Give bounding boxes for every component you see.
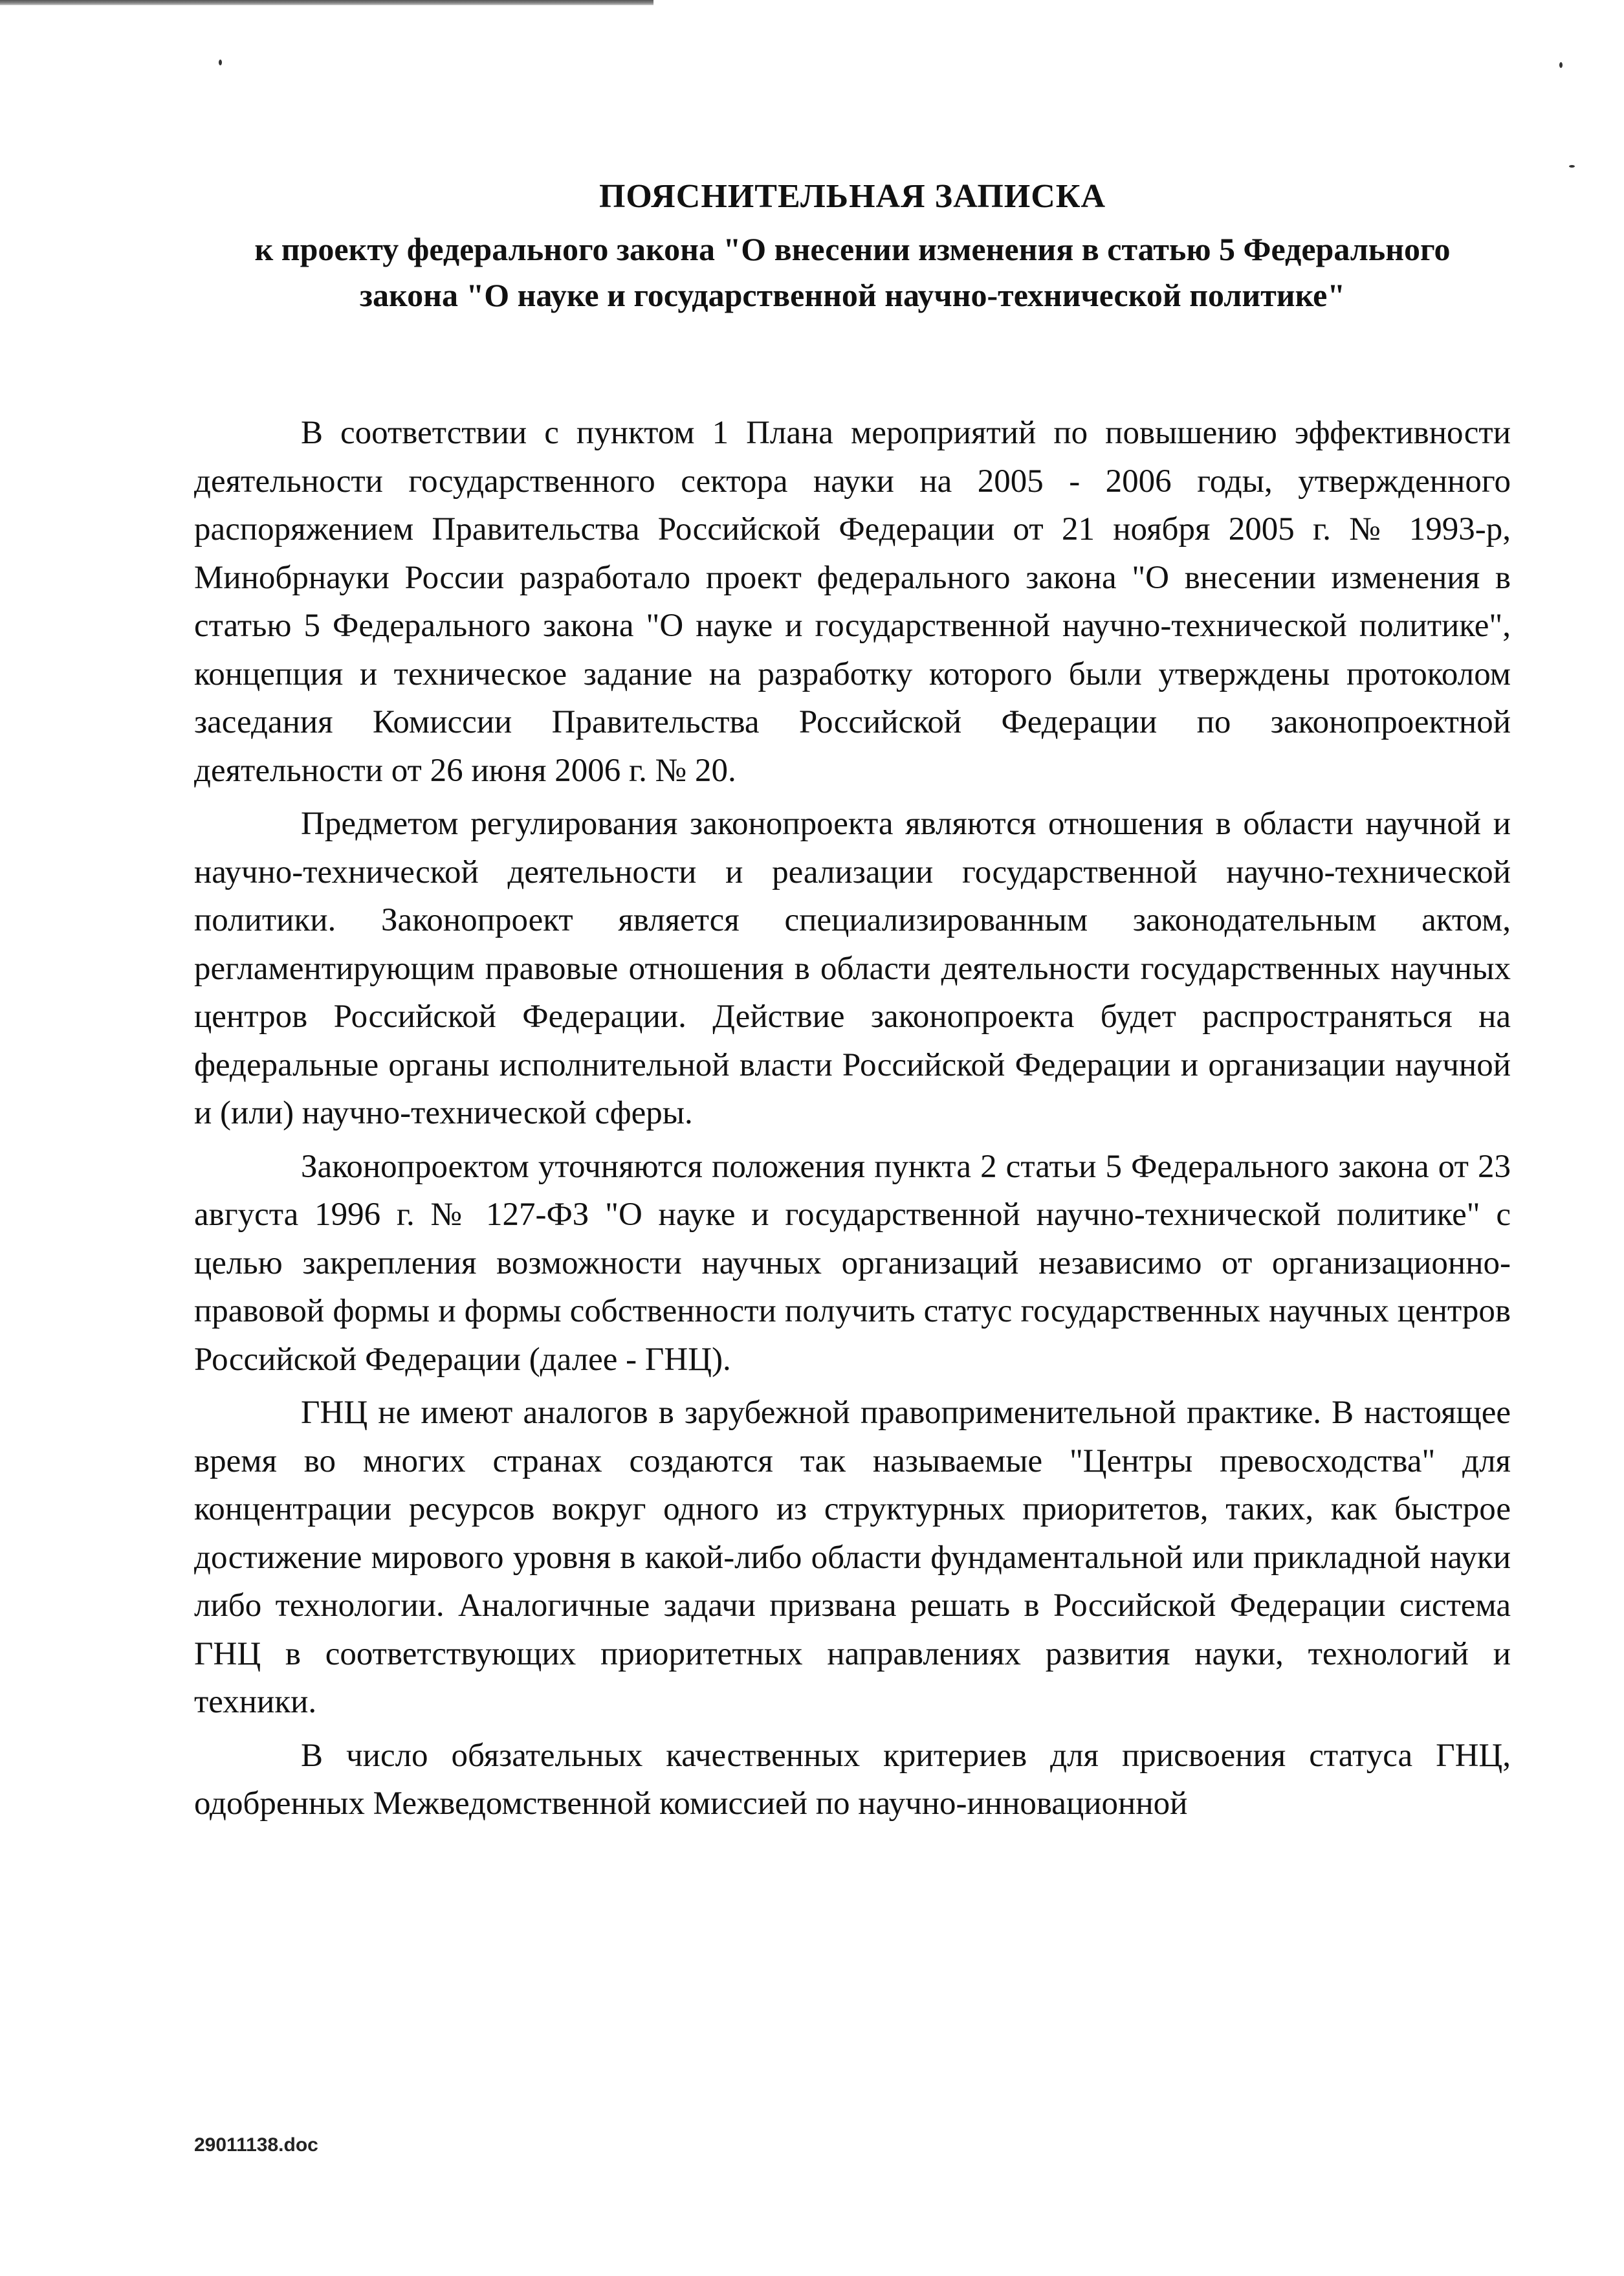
paragraph: Предметом регулирования законопроекта являются отношения в области научной и научно-технической деятельности и реализации государственной научно-технической политики. Законопроект является специализированным законодательным актом, регламентирующим правовые отношения в области деятельности государственных научных центров Российской Федерации. Действие законопроекта будет распространяться на федеральные органы исполнительной власти Российской Федерации и организации научной и (или) научно-технической сферы. — [194, 806, 1511, 1131]
document-body — [194, 409, 1511, 1828]
document-title: ПОЯСНИТЕЛЬНАЯ ЗАПИСКА — [598, 178, 1106, 215]
scan-speck — [219, 60, 222, 65]
paragraph: В соответствии с пунктом 1 Плана мероприятий по повышению эффективности деятельности государственного сектора науки на 2005 - 2006 годы, утвержденного распоряжением Правительства Российской Федерации от 21 ноября 2005 г. № 1993-р, Минобрнауки России разработало проект федерального закона "О внесении изменения в статью 5 Федерального закона "О науке и государственной научно-технической политике", концепция и техническое задание на разработку которого были утверждены протоколом заседания Комиссии Правительства Российской Федерации по законопроектной деятельности от 26 июня 2006 г. № 20. — [194, 415, 1511, 789]
paragraph: В число обязательных качественных критериев для присвоения статуса ГНЦ, одобренных Межведомственной комиссией по научно-инновационной — [194, 1737, 1511, 1822]
footer-filename: 29011138.doc — [194, 2134, 318, 2156]
scan-border-line — [0, 0, 653, 5]
document-page — [194, 175, 1511, 1833]
paragraph: Законопроектом уточняются положения пункта 2 статьи 5 Федерального закона от 23 августа 1996 г. № 127-ФЗ "О науке и государственной научно-технической политике" с целью закрепления возможности научных организаций независимо от организационно-правовой формы и формы собственности получить статус государственных научных центров Российской Федерации (далее - ГНЦ). — [194, 1148, 1511, 1378]
paragraph: ГНЦ не имеют аналогов в зарубежной правоприменительной практике. В настоящее время во многих странах создаются так называемые "Центры превосходства" для концентрации ресурсов вокруг одного из структурных приоритетов, таких, как быстрое достижение мирового уровня в какой-либо области фундаментальной или прикладной науки либо технологии. Аналогичные задачи призвана решать в Российской Федерации система ГНЦ в соответствующих приоритетных направлениях развития науки, технологий и техники. — [194, 1395, 1511, 1720]
scan-speck — [1569, 165, 1575, 168]
scan-speck — [1559, 62, 1563, 68]
document-subtitle: к проекту федерального закона "О внесении изменения в статью 5 Федерального закона "О науке и государственной научно-технической политике" — [254, 231, 1451, 313]
